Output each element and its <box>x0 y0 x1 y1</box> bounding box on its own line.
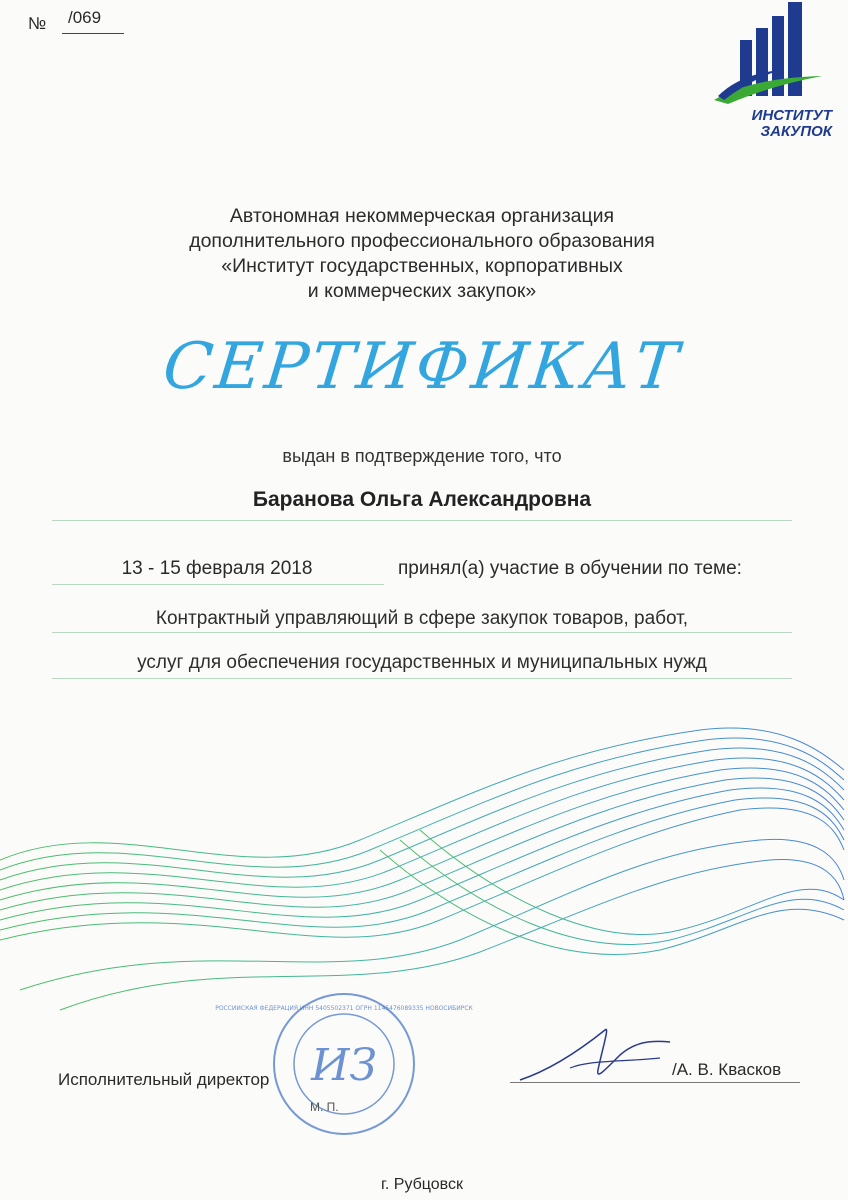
certificate-number-value: /069 <box>62 8 124 34</box>
stamp-monogram: ИЗ <box>311 1040 377 1091</box>
topic-underline <box>52 632 792 633</box>
director-title: Исполнительный директор <box>58 1070 270 1089</box>
training-topic-line: Контрактный управляющий в сфере закупок товаров, работ, <box>155 608 689 629</box>
certificate-title: СЕРТИФИКАТ <box>159 330 685 404</box>
participation-statement: принял(а) участие в обучении по теме: <box>398 558 742 579</box>
stamp-ring-text: РОССИЙСКАЯ ФЕДЕРАЦИЯ ИНН 5405502371 ОГРН 1145476089335 НОВОСИБИРСК <box>215 1005 473 1012</box>
certificate-number-label: № <box>28 14 47 33</box>
org-line: дополнительного профессионального образования <box>189 230 655 252</box>
institute-logo <box>710 0 832 150</box>
name-underline <box>52 520 792 521</box>
official-stamp <box>215 990 473 1140</box>
signature-line <box>510 1082 800 1083</box>
org-line: Автономная некоммерческая организация <box>229 205 615 227</box>
org-line: «Институт государственных, корпоративных <box>221 255 623 277</box>
training-topic-line: услуг для обеспечения государственных и муниципальных нужд <box>137 652 707 673</box>
organization-name <box>0 204 844 304</box>
issued-statement: выдан в подтверждение того, что <box>282 446 562 466</box>
stamp-place-label: М. П. <box>310 1100 339 1114</box>
signer-name: /А. В. Квасков <box>672 1060 782 1079</box>
org-line: и коммерческих закупок» <box>307 280 537 302</box>
date-underline <box>52 584 384 585</box>
training-dates: 13 - 15 февраля 2018 <box>121 558 313 579</box>
topic-underline <box>52 678 792 679</box>
logo-text-line1: ИНСТИТУТ <box>751 107 832 124</box>
signature <box>510 1010 680 1090</box>
issue-city: г. Рубцовск <box>381 1176 463 1193</box>
logo-text-line2: ЗАКУПОК <box>760 123 832 140</box>
recipient-name: Баранова Ольга Александровна <box>252 488 592 511</box>
